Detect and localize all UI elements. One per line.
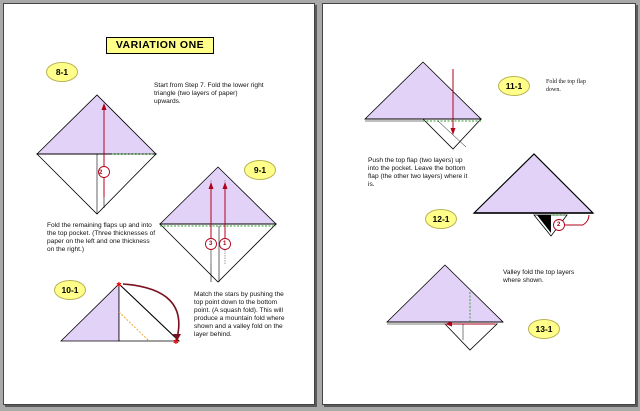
step-10-1-instruction: Match the stars by pushing the top point down to the bottom point. (A squash fold). This will produce a mountain fold where shown and a valley fold on the layer behind. xyxy=(194,291,285,338)
step-10-1-badge: 10-1 xyxy=(54,280,86,300)
step-9-1-marker-1: 1 xyxy=(223,241,227,247)
step-12-1-instruction: Push the top flap (two layers) up into the pocket. Leave the bottom flap (the other two layers) where it is. xyxy=(368,157,468,188)
page-title: VARIATION ONE xyxy=(106,37,214,54)
step-9-1-marker-3: 3 xyxy=(209,241,213,247)
step-10-1-diagram xyxy=(59,274,199,346)
step-9-1-diagram xyxy=(158,164,278,284)
step-12-1-diagram xyxy=(471,151,616,241)
step-9-1-instruction: Fold the remaining flaps up and into the top pocket. (Three thicknesses of paper on the left and one thickness on the right.) xyxy=(47,222,156,253)
step-8-1-badge: 8-1 xyxy=(46,62,78,82)
page-left xyxy=(3,3,315,405)
step-11-1-instruction: Fold the top flap down. xyxy=(546,79,586,93)
step-13-1-diagram xyxy=(385,262,525,357)
step-8-1-marker: 2 xyxy=(99,170,103,176)
svg-text:✱: ✱ xyxy=(116,282,122,289)
step-13-1-badge: 13-1 xyxy=(528,319,560,339)
step-12-1-badge: 12-1 xyxy=(425,209,457,229)
step-8-1-instruction: Start from Step 7. Fold the lower right triangle (two layers of paper) upwards. xyxy=(154,82,264,105)
step-11-1-diagram xyxy=(363,59,503,154)
page-right xyxy=(322,3,636,405)
svg-text:✱: ✱ xyxy=(173,339,179,346)
step-8-1-diagram xyxy=(34,92,159,217)
step-11-1-badge: 11-1 xyxy=(498,76,530,96)
step-9-1-badge: 9-1 xyxy=(244,160,276,180)
step-12-1-marker: 2 xyxy=(557,222,561,228)
step-13-1-instruction: Valley fold the top layers where shown. xyxy=(503,269,575,284)
